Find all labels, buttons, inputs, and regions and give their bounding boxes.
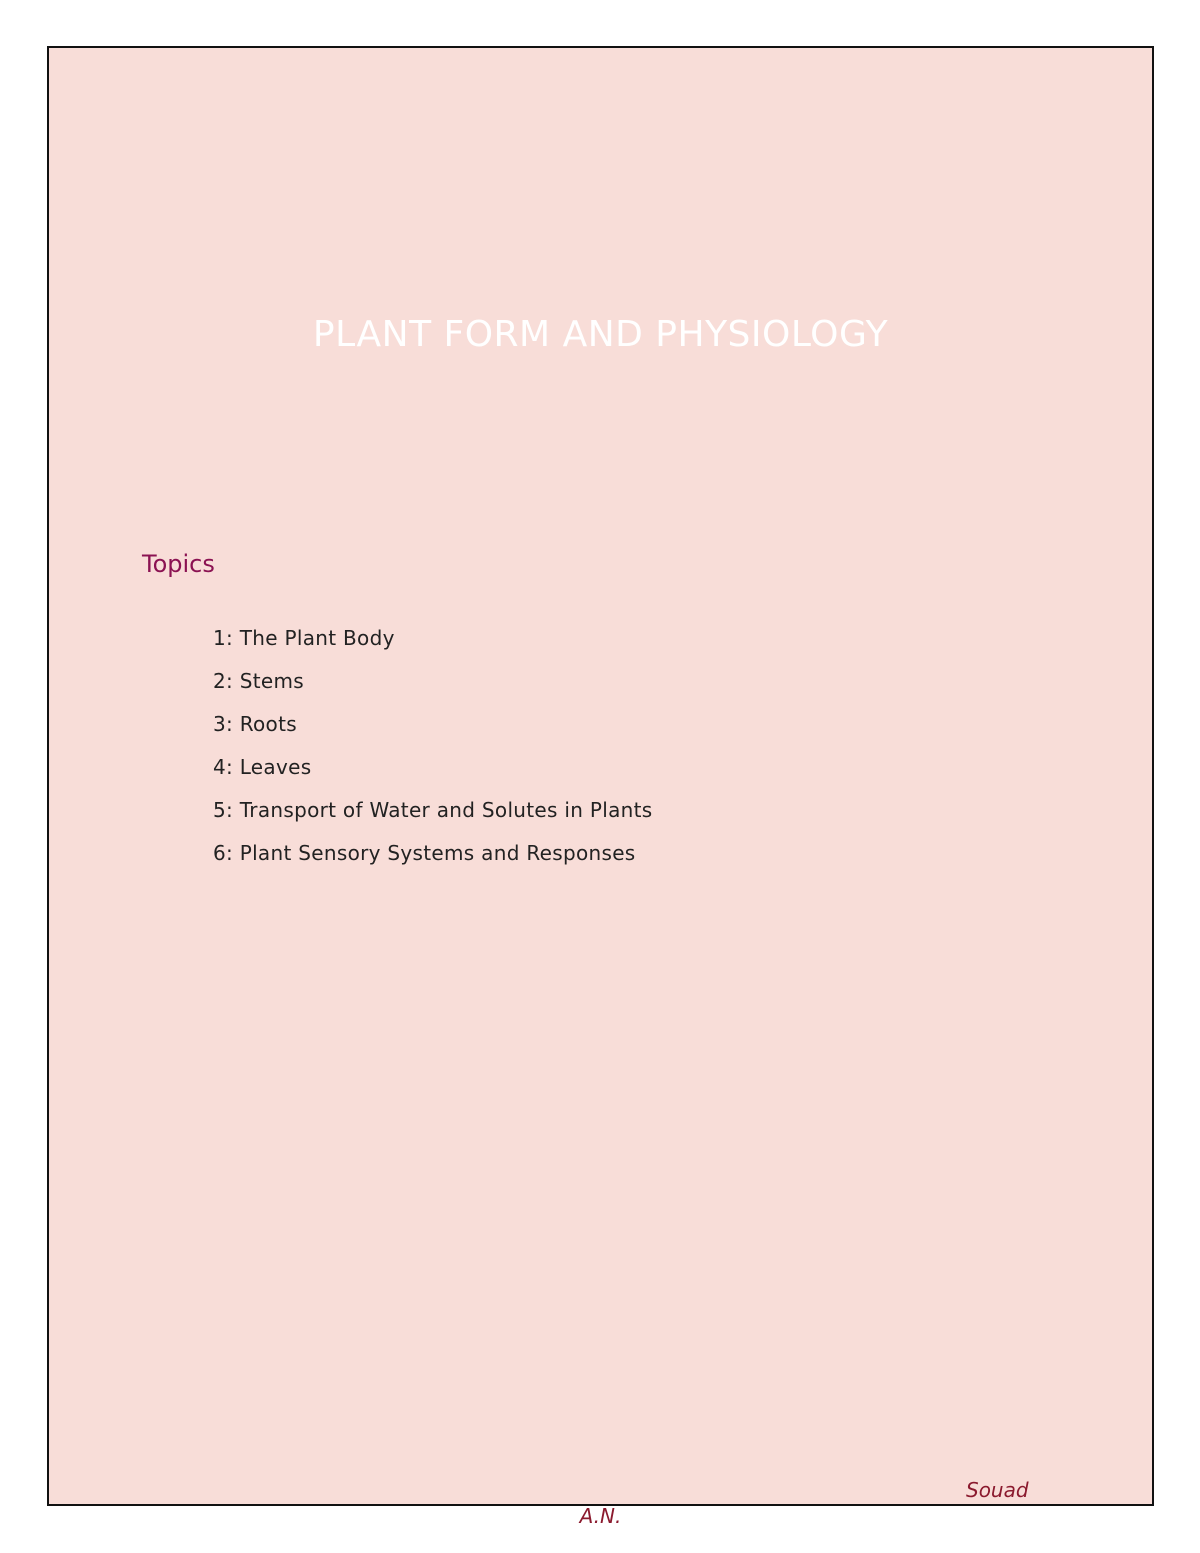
topic-item: 5: Transport of Water and Solutes in Plants <box>213 798 653 822</box>
author-initials: A.N. <box>579 1504 622 1528</box>
topic-item: 4: Leaves <box>213 755 312 779</box>
author-first-name: Souad <box>966 1478 1029 1502</box>
cover-page <box>47 46 1154 1528</box>
topic-item: 3: Roots <box>213 712 297 736</box>
topic-item: 2: Stems <box>213 669 304 693</box>
topics-heading: Topics <box>142 550 215 578</box>
topic-item: 1: The Plant Body <box>213 626 395 650</box>
document-title: PLANT FORM AND PHYSIOLOGY <box>312 314 889 355</box>
topic-item: 6: Plant Sensory Systems and Responses <box>213 841 636 865</box>
topics-list <box>213 624 653 882</box>
